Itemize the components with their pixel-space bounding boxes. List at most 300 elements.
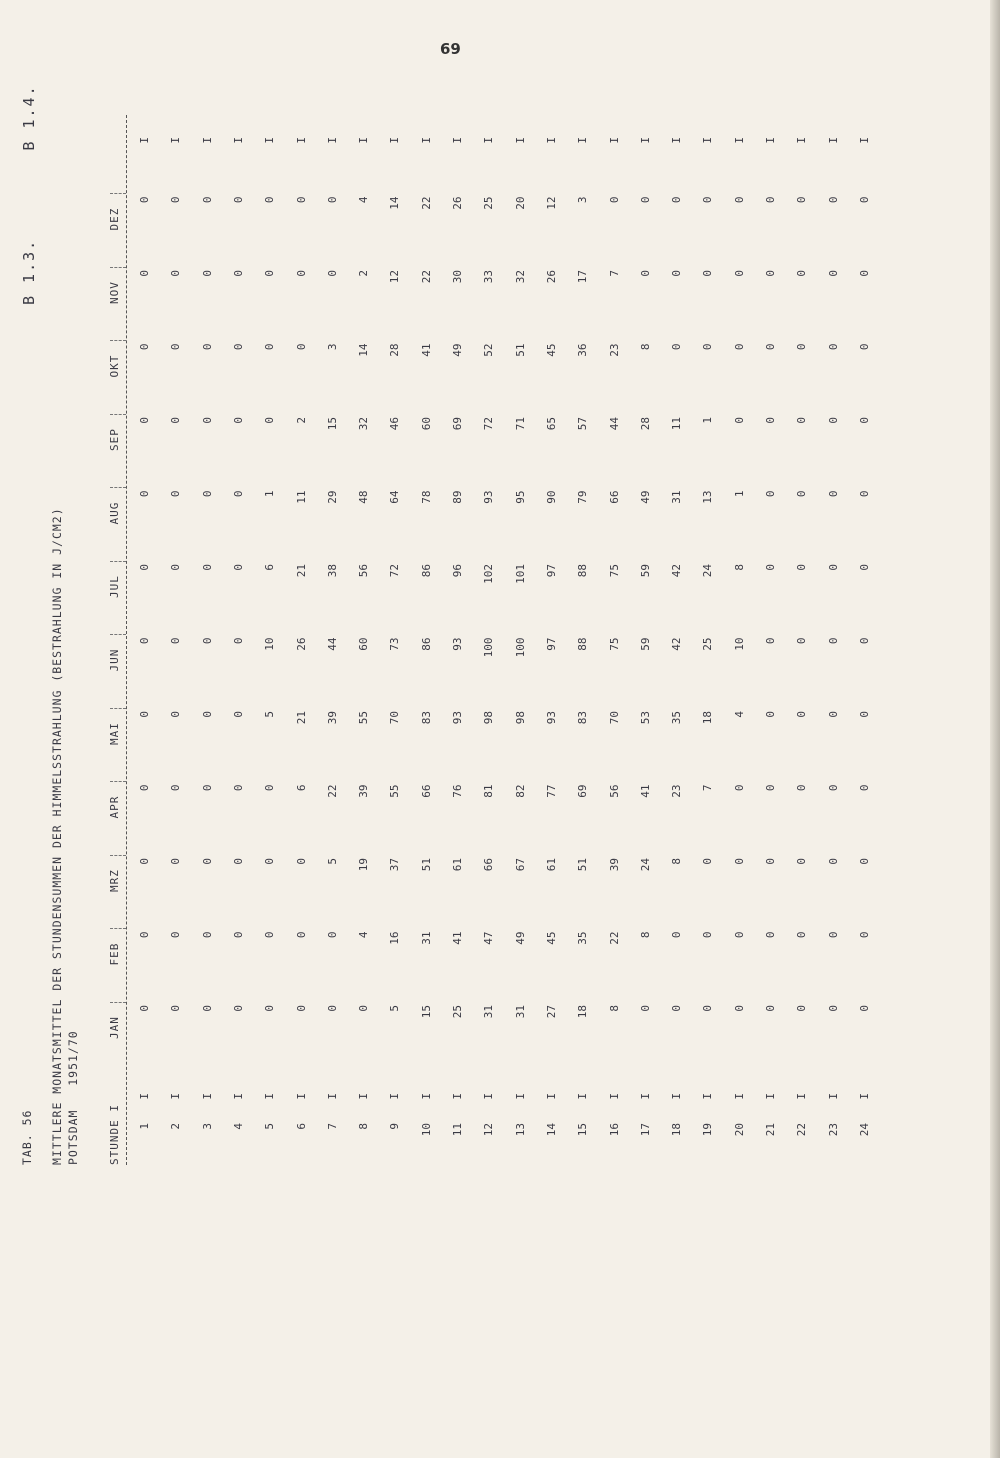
- table-cell: 0: [638, 270, 652, 277]
- ref-right: B 1.4.: [20, 84, 38, 151]
- month-header-jan: JAN: [108, 1016, 121, 1039]
- header-separator: [110, 1002, 126, 1003]
- hour-label-15: 15: [576, 1123, 590, 1137]
- table-cell: 0: [231, 637, 245, 645]
- table-cell: 51: [513, 343, 527, 357]
- table-cell: 25: [451, 1005, 464, 1019]
- row-end-mark: I: [294, 137, 308, 144]
- table-cell: 44: [325, 637, 339, 651]
- table-cell: 46: [388, 417, 402, 431]
- table-cell: 49: [451, 343, 464, 357]
- table-cell: 1: [263, 490, 277, 498]
- table-cell: 0: [701, 1005, 715, 1012]
- row-end-mark: I: [231, 137, 245, 144]
- hour-label-22: 22: [795, 1123, 809, 1137]
- table-cell: 0: [795, 490, 809, 498]
- hour-label-14: 14: [544, 1123, 558, 1137]
- row-divider-mark: I: [795, 1093, 809, 1100]
- table-cell: 93: [451, 711, 464, 725]
- table-cell: 0: [857, 343, 871, 351]
- hour-label-1: 1: [138, 1123, 151, 1130]
- table-cell: 0: [294, 270, 308, 277]
- table-cell: 0: [200, 858, 214, 865]
- row-divider-mark: I: [388, 1093, 402, 1100]
- table-cell: 41: [638, 784, 652, 798]
- table-cell: 0: [231, 196, 245, 204]
- hour-label-2: 2: [169, 1123, 183, 1130]
- table-cell: 0: [826, 784, 840, 792]
- table-cell: 0: [200, 637, 214, 645]
- table-cell: 0: [732, 858, 746, 865]
- station-period: POTSDAM 1951/70: [66, 1030, 80, 1165]
- table-cell: 66: [419, 784, 433, 798]
- table-cell: 0: [231, 711, 245, 718]
- header-separator: [110, 929, 126, 930]
- table-cell: 20: [513, 196, 527, 210]
- month-header-jun: JUN: [108, 648, 121, 672]
- row-end-mark: I: [419, 137, 433, 144]
- table-cell: 59: [638, 564, 652, 578]
- table-cell: 0: [732, 931, 746, 939]
- table-cell: 0: [169, 711, 183, 718]
- table-cell: 0: [795, 858, 809, 865]
- table-cell: 8: [638, 931, 652, 939]
- table-cell: 0: [764, 270, 777, 277]
- table-cell: 26: [451, 196, 464, 210]
- table-cell: 5: [263, 711, 277, 718]
- table-cell: 0: [263, 1005, 277, 1012]
- table-cell: 3: [576, 196, 590, 204]
- row-divider-mark: I: [670, 1093, 684, 1100]
- table-cell: 0: [826, 490, 840, 498]
- table-cell: 0: [200, 343, 214, 351]
- table-cell: 0: [607, 196, 621, 204]
- table-cell: 77: [544, 784, 558, 798]
- table-cell: 69: [576, 784, 590, 798]
- table-cell: 12: [544, 196, 558, 210]
- table-cell: 0: [857, 490, 871, 498]
- table-cell: 0: [231, 858, 245, 865]
- table-cell: 22: [419, 196, 433, 210]
- table-cell: 0: [294, 931, 308, 939]
- header-separator: [110, 267, 126, 268]
- table-cell: 56: [357, 564, 371, 578]
- row-end-mark: I: [451, 137, 464, 144]
- table-cell: 0: [764, 637, 777, 645]
- table-cell: 0: [357, 1005, 371, 1012]
- table-cell: 82: [513, 784, 527, 798]
- table-cell: 78: [419, 490, 433, 504]
- table-cell: 32: [513, 270, 527, 284]
- table-cell: 59: [638, 637, 652, 651]
- month-header-okt: OKT: [108, 354, 121, 378]
- header-separator: [110, 708, 126, 709]
- table-cell: 0: [826, 270, 840, 277]
- table-cell: 0: [857, 417, 871, 424]
- table-cell: 66: [607, 490, 621, 504]
- row-divider-mark: I: [357, 1093, 371, 1100]
- table-cell: 0: [231, 784, 245, 792]
- table-cell: 98: [482, 711, 496, 725]
- table-cell: 88: [576, 564, 590, 578]
- table-cell: 0: [826, 417, 840, 424]
- table-cell: 15: [325, 417, 339, 431]
- table-cell: 2: [357, 270, 371, 277]
- table-cell: 8: [670, 858, 684, 865]
- table-cell: 7: [701, 784, 715, 792]
- table-cell: 8: [638, 343, 652, 351]
- table-cell: 0: [764, 784, 777, 792]
- hour-label-19: 19: [701, 1123, 715, 1137]
- table-cell: 0: [138, 931, 151, 939]
- row-divider-mark: I: [607, 1093, 621, 1100]
- header-separator: [110, 561, 126, 562]
- hour-label-6: 6: [294, 1123, 308, 1130]
- table-cell: 15: [419, 1005, 433, 1019]
- table-cell: 27: [544, 1005, 558, 1019]
- table-cell: 14: [388, 196, 402, 210]
- row-end-mark: I: [482, 137, 496, 144]
- table-cell: 0: [732, 417, 746, 424]
- table-cell: 0: [231, 490, 245, 498]
- table-cell: 8: [732, 564, 746, 571]
- table-cell: 83: [419, 711, 433, 725]
- table-cell: 0: [764, 417, 777, 424]
- table-cell: 0: [169, 490, 183, 498]
- table-cell: 41: [419, 343, 433, 357]
- table-cell: 5: [388, 1005, 402, 1012]
- header-separator: [110, 414, 126, 415]
- table-cell: 0: [138, 564, 151, 571]
- table-cell: 0: [169, 196, 183, 204]
- row-divider-mark: I: [169, 1093, 183, 1100]
- header-separator: [110, 782, 126, 783]
- table-cell: 45: [544, 931, 558, 945]
- hour-label-16: 16: [607, 1123, 621, 1137]
- table-cell: 0: [826, 931, 840, 939]
- table-cell: 0: [732, 196, 746, 204]
- table-cell: 0: [764, 343, 777, 351]
- table-cell: 0: [795, 417, 809, 424]
- table-cell: 0: [138, 784, 151, 792]
- table-cell: 0: [200, 784, 214, 792]
- table-cell: 0: [857, 711, 871, 718]
- table-cell: 101: [513, 564, 527, 584]
- table-cell: 100: [513, 637, 527, 658]
- table-cell: 19: [357, 858, 371, 872]
- table-cell: 0: [795, 711, 809, 718]
- table-cell: 86: [419, 564, 433, 578]
- table-cell: 48: [357, 490, 371, 504]
- table-cell: 0: [764, 196, 777, 204]
- row-end-mark: I: [795, 137, 809, 144]
- table-cell: 55: [357, 711, 371, 725]
- row-end-mark: I: [607, 137, 621, 144]
- table-cell: 0: [795, 343, 809, 351]
- row-end-mark: I: [732, 137, 746, 144]
- table-cell: 73: [388, 637, 402, 651]
- table-cell: 31: [419, 931, 433, 945]
- header-separator: [110, 194, 126, 195]
- table-cell: 10: [732, 637, 746, 651]
- table-cell: 7: [607, 270, 621, 277]
- table-cell: 70: [388, 711, 402, 725]
- table-cell: 67: [513, 858, 527, 872]
- table-cell: 0: [294, 858, 308, 865]
- table-cell: 0: [263, 784, 277, 792]
- table-cell: 0: [231, 931, 245, 939]
- row-end-mark: I: [357, 137, 371, 144]
- row-divider-mark: I: [701, 1093, 715, 1100]
- table-cell: 0: [200, 1005, 214, 1012]
- table-cell: 0: [701, 270, 715, 277]
- table-cell: 0: [764, 1005, 777, 1012]
- table-cell: 13: [701, 490, 715, 504]
- table-cell: 44: [607, 417, 621, 431]
- table-cell: 8: [607, 1005, 621, 1012]
- table-cell: 0: [231, 343, 245, 351]
- table-cell: 1: [732, 490, 746, 498]
- table-cell: 0: [231, 270, 245, 277]
- table-cell: 1: [701, 417, 715, 424]
- table-cell: 0: [670, 270, 684, 277]
- month-header-feb: FEB: [108, 942, 121, 966]
- hour-label-3: 3: [200, 1123, 214, 1130]
- table-cell: 0: [169, 270, 183, 277]
- table-cell: 0: [701, 343, 715, 351]
- table-cell: 75: [607, 564, 621, 578]
- table-cell: 0: [200, 417, 214, 424]
- table-cell: 0: [795, 637, 809, 645]
- table-cell: 0: [795, 784, 809, 792]
- table-cell: 75: [607, 637, 621, 651]
- table-cell: 56: [607, 784, 621, 798]
- table-cell: 28: [638, 417, 652, 431]
- table-cell: 0: [294, 196, 308, 204]
- table-cell: 0: [638, 196, 652, 204]
- table-cell: 0: [857, 784, 871, 792]
- table-cell: 0: [857, 637, 871, 645]
- table-cell: 0: [263, 196, 277, 204]
- table-cell: 28: [388, 343, 402, 357]
- table-cell: 0: [670, 196, 684, 204]
- table-cell: 0: [857, 564, 871, 571]
- table-cell: 0: [857, 196, 871, 204]
- table-cell: 0: [795, 931, 809, 939]
- hour-label-4: 4: [231, 1123, 245, 1130]
- table-cell: 0: [200, 270, 214, 277]
- table-cell: 5: [325, 858, 339, 865]
- rotated-table-sheet: [20, 85, 920, 1165]
- table-cell: 97: [544, 637, 558, 651]
- table-cell: 0: [826, 1005, 840, 1012]
- table-cell: 14: [357, 343, 371, 357]
- table-cell: 39: [607, 858, 621, 872]
- hour-label-8: 8: [357, 1123, 371, 1130]
- row-end-mark: I: [200, 137, 214, 144]
- table-cell: 0: [764, 858, 777, 865]
- table-cell: 0: [200, 196, 214, 204]
- table-cell: 33: [482, 270, 496, 284]
- reference-codes: [20, 84, 38, 305]
- table-cell: 69: [451, 417, 464, 431]
- table-label: TAB. 56: [20, 1109, 34, 1165]
- row-end-mark: I: [169, 137, 183, 144]
- table-cell: 98: [513, 711, 527, 725]
- table-cell: 51: [576, 858, 590, 872]
- row-divider-mark: I: [638, 1093, 652, 1100]
- table-cell: 12: [388, 270, 402, 284]
- table-cell: 96: [451, 564, 464, 578]
- table-cell: 22: [607, 931, 621, 945]
- table-cell: 32: [357, 417, 371, 431]
- table-cell: 0: [857, 858, 871, 865]
- hour-label-24: 24: [857, 1123, 871, 1137]
- table-cell: 3: [325, 343, 339, 351]
- table-cell: 71: [513, 417, 527, 431]
- table-cell: 0: [701, 931, 715, 939]
- month-header-nov: NOV: [108, 281, 121, 304]
- row-divider-mark: I: [826, 1093, 840, 1100]
- table-cell: 26: [294, 637, 308, 651]
- table-cell: 26: [544, 270, 558, 284]
- table-cell: 16: [388, 931, 402, 945]
- hour-label-9: 9: [388, 1123, 402, 1130]
- table-cell: 0: [670, 343, 684, 351]
- row-end-mark: I: [544, 137, 558, 144]
- table-cell: 0: [169, 784, 183, 792]
- month-header-mai: MAI: [108, 722, 121, 745]
- table-cell: 6: [263, 564, 277, 571]
- table-cell: 0: [325, 196, 339, 204]
- row-divider-mark: I: [482, 1093, 496, 1100]
- table-cell: 0: [294, 1005, 308, 1012]
- table-cell: 97: [544, 564, 558, 578]
- page-number: 69: [440, 40, 461, 58]
- table-cell: 0: [138, 490, 151, 498]
- table-cell: 60: [357, 637, 371, 651]
- table-cell: 45: [544, 343, 558, 357]
- table-cell: 18: [576, 1005, 590, 1019]
- row-divider-mark: I: [513, 1093, 527, 1100]
- table-cell: 0: [732, 784, 746, 792]
- hour-label-5: 5: [263, 1123, 277, 1130]
- table-cell: 0: [764, 564, 777, 571]
- table-cell: 66: [482, 858, 496, 872]
- page-edge-shadow: [990, 0, 1000, 1458]
- table-cell: 0: [169, 343, 183, 351]
- table-cell: 0: [701, 196, 715, 204]
- table-cell: 0: [138, 858, 151, 865]
- table-cell: 0: [263, 417, 277, 424]
- table-cell: 22: [419, 270, 433, 284]
- row-divider-mark: I: [294, 1093, 308, 1100]
- row-divider-mark: I: [732, 1093, 746, 1100]
- table-cell: 35: [670, 711, 684, 725]
- table-cell: 90: [544, 490, 558, 504]
- header-separator: [110, 855, 126, 856]
- table-title: MITTLERE MONATSMITTEL DER STUNDENSUMMEN DER HIMMELSSTRAHLUNG (BESTRAHLUNG IN J/CM2): [50, 507, 64, 1165]
- table-cell: 0: [670, 1005, 684, 1012]
- table-cell: 24: [638, 858, 652, 872]
- table-cell: 81: [482, 784, 496, 798]
- table-cell: 0: [826, 858, 840, 865]
- table-cell: 65: [544, 417, 558, 431]
- table-cell: 30: [451, 270, 464, 284]
- table-cell: 18: [701, 711, 715, 725]
- row-end-mark: I: [138, 137, 151, 144]
- table-cell: 93: [544, 711, 558, 725]
- table-cell: 0: [764, 931, 777, 939]
- row-divider-mark: I: [576, 1093, 590, 1100]
- table-cell: 0: [325, 1005, 339, 1012]
- row-end-mark: I: [263, 137, 277, 144]
- table-cell: 0: [732, 343, 746, 351]
- header-separator: [110, 488, 126, 489]
- table-cell: 61: [544, 858, 558, 872]
- table-cell: 11: [294, 490, 308, 504]
- table-cell: 0: [670, 931, 684, 939]
- row-end-mark: I: [857, 137, 871, 144]
- table-cell: 25: [701, 637, 715, 651]
- table-cell: 39: [325, 711, 339, 725]
- hour-label-11: 11: [451, 1123, 464, 1137]
- hour-label-10: 10: [419, 1123, 433, 1137]
- row-end-mark: I: [764, 137, 777, 144]
- table-cell: 0: [263, 343, 277, 351]
- row-divider-mark: I: [764, 1093, 777, 1100]
- header-separator: [110, 341, 126, 342]
- table-cell: 6: [294, 784, 308, 792]
- table-cell: 4: [357, 931, 371, 939]
- table-cell: 0: [169, 1005, 183, 1012]
- month-header-dez: DEZ: [108, 207, 121, 231]
- row-divider-mark: I: [138, 1093, 151, 1100]
- table-cell: 0: [138, 343, 151, 351]
- row-end-mark: I: [826, 137, 840, 144]
- table-cell: 83: [576, 711, 590, 725]
- row-divider-mark: I: [263, 1093, 277, 1100]
- table-cell: 72: [482, 417, 496, 431]
- table-cell: 0: [826, 564, 840, 571]
- table-cell: 89: [451, 490, 464, 504]
- table-cell: 31: [670, 490, 684, 504]
- table-cell: 4: [732, 711, 746, 718]
- table-cell: 39: [357, 784, 371, 798]
- table-cell: 0: [826, 196, 840, 204]
- table-cell: 57: [576, 417, 590, 431]
- hour-label-17: 17: [638, 1123, 652, 1137]
- table-cell: 0: [795, 564, 809, 571]
- month-header-apr: APR: [108, 795, 121, 819]
- table-cell: 0: [701, 858, 715, 865]
- hour-label-13: 13: [513, 1123, 527, 1137]
- hour-label-7: 7: [325, 1123, 339, 1130]
- table-cell: 31: [482, 1005, 496, 1019]
- row-end-mark: I: [576, 137, 590, 144]
- table-cell: 0: [263, 931, 277, 939]
- table-cell: 0: [138, 417, 151, 424]
- table-cell: 79: [576, 490, 590, 504]
- table-cell: 0: [325, 270, 339, 277]
- table-cell: 4: [357, 196, 371, 204]
- table-cell: 47: [482, 931, 496, 945]
- table-cell: 17: [576, 270, 590, 284]
- table-cell: 0: [764, 711, 777, 718]
- table-cell: 23: [607, 343, 621, 357]
- table-cell: 0: [169, 931, 183, 939]
- header-separator: [110, 635, 126, 636]
